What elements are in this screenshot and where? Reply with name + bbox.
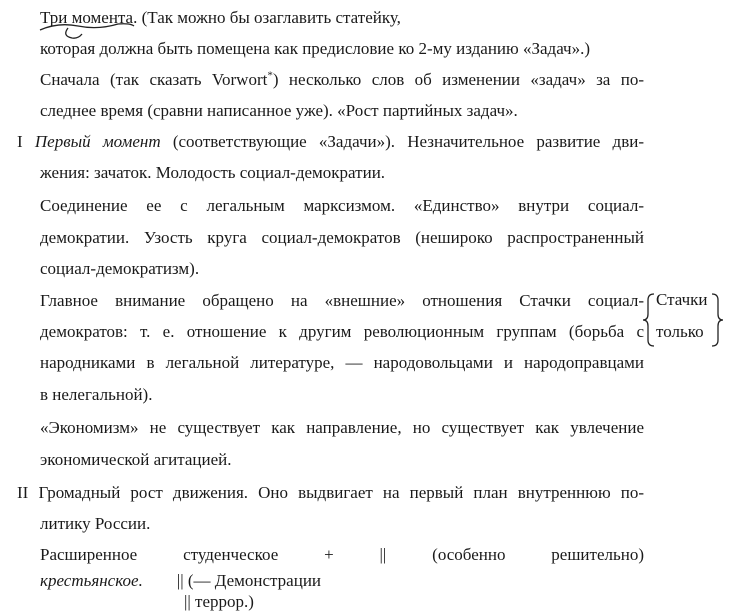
line-17: литику России. bbox=[40, 514, 151, 533]
line-8: демократии. Узость круга социал-демократов (нешироко распространенный bbox=[40, 228, 644, 247]
line-14: «Экономизм» не существует как направление, но существует как увлечение bbox=[40, 418, 644, 437]
line-4: следнее время (сравни написанное уже). «Рост партийных задач». bbox=[40, 101, 518, 120]
side-note bbox=[656, 290, 708, 342]
line-3: Сначала (так сказать Vorwort*) несколько слов об изменении «задач» за по- bbox=[40, 70, 644, 89]
line-6: жения: зачаток. Молодость социал-демократии. bbox=[40, 163, 386, 182]
line-19: крестьянское. || (— Демонстрации bbox=[40, 571, 322, 590]
line-7: Соединение ее с легальным марксизмом. «Единство» внутри социал- bbox=[40, 196, 644, 215]
line-20: || террор.) bbox=[184, 592, 254, 611]
underlined-title: Три момента bbox=[40, 8, 133, 28]
line-2: которая должна быть помещена как предисловие ко 2-му изданию «Задач».) bbox=[40, 39, 591, 58]
left-brace-icon bbox=[642, 292, 656, 348]
line-11: демократов: т. е. отношение к другим революционным группам (борьба с bbox=[40, 322, 644, 341]
line-12: народниками в легальной литературе, — народовольцами и народоправцами bbox=[40, 353, 644, 372]
line-18: Расширенное студенческое + || (особенно решительно) bbox=[40, 545, 644, 564]
side-note-line-1: Стачки bbox=[656, 290, 708, 309]
line-16: II Громадный рост движения. Оно выдвигает на первый план внутреннюю по- bbox=[17, 483, 644, 502]
line-5: I Первый момент (соответствующие «Задачи»). Незначительное развитие дви- bbox=[17, 132, 644, 151]
line-13: в нелегальной). bbox=[40, 385, 153, 404]
line-9: социал-демократизм). bbox=[40, 259, 200, 278]
line-15: экономической агитацией. bbox=[40, 450, 232, 469]
right-brace-icon bbox=[710, 292, 724, 348]
line-1: Три момента . (Так можно бы озаглавить статейку, bbox=[40, 8, 401, 28]
side-note-line-2: только bbox=[656, 322, 704, 341]
line-10: Главное внимание обращено на «внешние» отношения Стачки социал- bbox=[40, 291, 644, 310]
